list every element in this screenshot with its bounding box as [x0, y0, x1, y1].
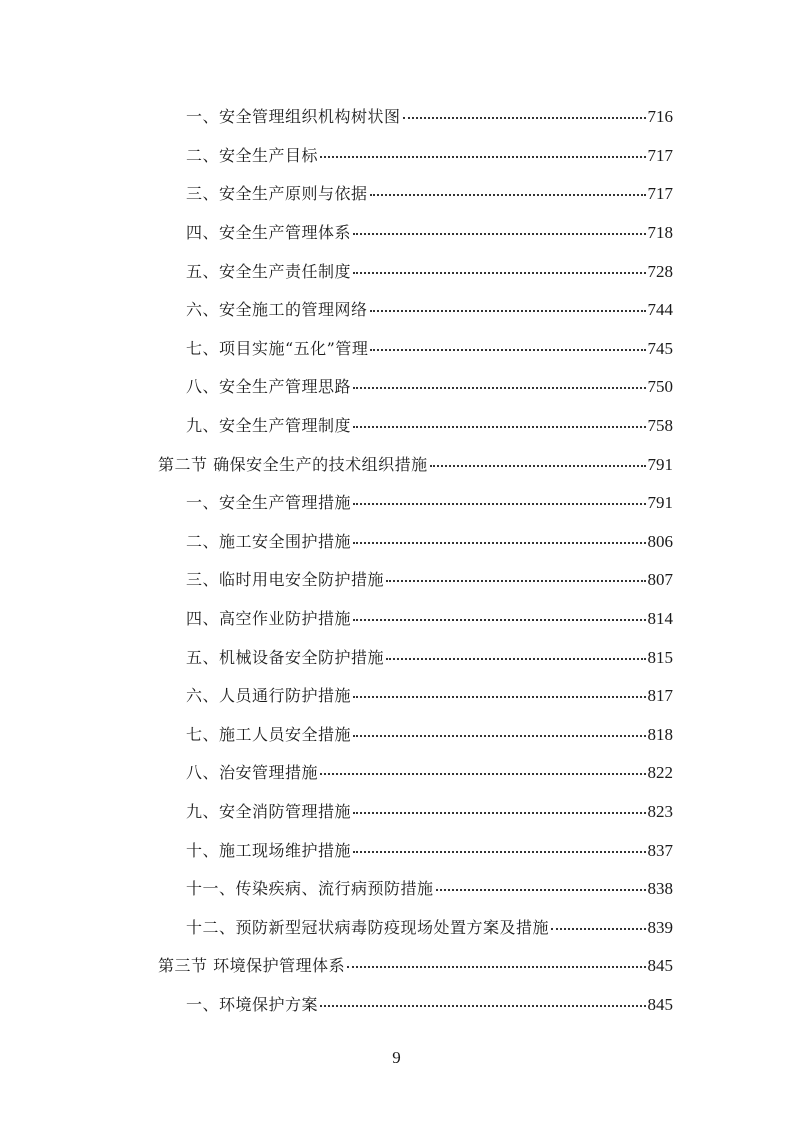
- toc-entry[interactable]: [0, 175, 793, 214]
- toc-entry[interactable]: [0, 214, 793, 253]
- toc-entry[interactable]: [0, 137, 793, 176]
- dot-leader: [386, 658, 645, 660]
- toc-entry[interactable]: [0, 638, 793, 677]
- dot-leader: [320, 773, 645, 775]
- dot-leader: [347, 966, 645, 968]
- toc-entry-page-number: 837: [647, 840, 673, 860]
- toc-entry-page-number: 745: [647, 338, 673, 358]
- toc-entry-title: 十二、预防新型冠状病毒防疫现场处置方案及措施: [186, 917, 550, 937]
- toc-entry-content: [186, 763, 673, 783]
- toc-entry-page-number: 839: [647, 917, 673, 937]
- toc-entry-title: 九、安全生产管理制度: [186, 416, 352, 436]
- toc-entry[interactable]: [0, 484, 793, 523]
- toc-entry-page-number: 728: [647, 261, 673, 281]
- toc-entry[interactable]: [0, 252, 793, 291]
- toc-entry[interactable]: [0, 561, 793, 600]
- toc-entry-title: 七、施工人员安全措施: [186, 724, 352, 744]
- toc-entry-title: 六、人员通行防护措施: [186, 686, 352, 706]
- toc-entry[interactable]: [0, 908, 793, 947]
- toc-entry-page-number: 814: [647, 609, 673, 629]
- toc-entry-page-number: 815: [647, 647, 673, 667]
- toc-entry[interactable]: [0, 523, 793, 562]
- dot-leader: [551, 928, 645, 930]
- toc-entry-page-number: 717: [647, 145, 673, 165]
- dot-leader: [353, 696, 645, 698]
- toc-entry-content: [158, 455, 673, 475]
- toc-entry-title: 四、安全生产管理体系: [186, 223, 352, 243]
- dot-leader: [353, 812, 645, 814]
- toc-entry[interactable]: [0, 291, 793, 330]
- toc-entry-content: [186, 223, 673, 243]
- dot-leader: [320, 1005, 645, 1007]
- toc-entry-title: 八、安全生产管理思路: [186, 377, 352, 397]
- toc-entry[interactable]: [0, 98, 793, 137]
- toc-entry-title: 二、安全生产目标: [186, 145, 319, 165]
- toc-entry-title: 八、治安管理措施: [186, 763, 319, 783]
- toc-entry-content: [186, 648, 673, 668]
- toc-entry-page-number: 718: [647, 223, 673, 243]
- dot-leader: [436, 889, 646, 891]
- toc-entry[interactable]: [0, 407, 793, 446]
- dot-leader: [370, 349, 645, 351]
- toc-entry[interactable]: [0, 831, 793, 870]
- dot-leader: [353, 851, 645, 853]
- toc-entry-title: 七、项目实施“五化”管理: [186, 338, 369, 358]
- toc-entry-title: 二、施工安全围护措施: [186, 531, 352, 551]
- dot-leader: [353, 387, 645, 389]
- toc-entry-title: 五、安全生产责任制度: [186, 261, 352, 281]
- toc-entry-content: [186, 841, 673, 861]
- toc-entry-content: [158, 956, 673, 976]
- toc-entry-page-number: 845: [647, 956, 673, 976]
- toc-entry-page-number: 716: [647, 107, 673, 127]
- dot-leader: [403, 117, 646, 119]
- toc-entry-title: 一、安全生产管理措施: [186, 493, 352, 513]
- toc-entry-content: [186, 377, 673, 397]
- toc-entry-content: [186, 184, 673, 204]
- toc-entry[interactable]: [0, 754, 793, 793]
- toc-entry-title: 十、施工现场维护措施: [186, 840, 352, 860]
- toc-entry[interactable]: [0, 716, 793, 755]
- toc-entry-page-number: 744: [647, 300, 673, 320]
- toc-entry-title: 第二节 确保安全生产的技术组织措施: [158, 454, 428, 474]
- toc-entry-page-number: 817: [647, 686, 673, 706]
- toc-entry[interactable]: [0, 600, 793, 639]
- dot-leader: [430, 465, 646, 467]
- page-number: 9: [392, 1048, 401, 1067]
- dot-leader: [353, 735, 645, 737]
- toc-entry[interactable]: [0, 870, 793, 909]
- dot-leader: [370, 194, 646, 196]
- toc-entry-content: [186, 262, 673, 282]
- toc-entry-title: 六、安全施工的管理网络: [186, 300, 368, 320]
- toc-entry-title: 五、机械设备安全防护措施: [186, 647, 385, 667]
- toc-entry-page-number: 717: [647, 184, 673, 204]
- toc-entry-title: 第三节 环境保护管理体系: [158, 956, 346, 976]
- dot-leader: [353, 542, 645, 544]
- toc-entry-title: 十一、传染疾病、流行病预防措施: [186, 879, 434, 899]
- toc-entry-page-number: 758: [647, 416, 673, 436]
- toc-entry-page-number: 750: [647, 377, 673, 397]
- toc-entry[interactable]: [0, 793, 793, 832]
- toc-entry-page-number: 838: [647, 879, 673, 899]
- table-of-contents: [0, 98, 793, 1024]
- dot-leader: [353, 503, 645, 505]
- toc-entry-page-number: 845: [647, 994, 673, 1014]
- toc-entry-content: [186, 532, 673, 552]
- toc-entry[interactable]: [0, 330, 793, 369]
- toc-entry-page-number: 823: [647, 801, 673, 821]
- toc-entry[interactable]: [0, 445, 793, 484]
- toc-entry-page-number: 822: [647, 763, 673, 783]
- toc-entry-title: 四、高空作业防护措施: [186, 609, 352, 629]
- toc-entry[interactable]: [0, 368, 793, 407]
- toc-entry-content: [186, 686, 673, 706]
- dot-leader: [353, 272, 645, 274]
- dot-leader: [370, 310, 646, 312]
- toc-entry[interactable]: [0, 677, 793, 716]
- dot-leader: [320, 156, 645, 158]
- toc-entry-content: [186, 570, 673, 590]
- toc-entry-title: 一、安全管理组织机构树状图: [186, 107, 401, 127]
- toc-entry[interactable]: [0, 986, 793, 1025]
- dot-leader: [353, 619, 645, 621]
- toc-entry-title: 三、临时用电安全防护措施: [186, 570, 385, 590]
- toc-entry-page-number: 791: [647, 493, 673, 513]
- toc-entry-title: 一、环境保护方案: [186, 994, 319, 1014]
- dot-leader: [386, 580, 645, 582]
- toc-entry-title: 三、安全生产原则与依据: [186, 184, 368, 204]
- toc-entry-content: [186, 725, 673, 745]
- toc-entry-content: [186, 300, 673, 320]
- dot-leader: [353, 233, 645, 235]
- toc-entry-content: [186, 416, 673, 436]
- toc-entry-page-number: 806: [647, 531, 673, 551]
- toc-entry-content: [186, 995, 673, 1015]
- toc-entry-content: [186, 609, 673, 629]
- toc-entry-page-number: 791: [647, 454, 673, 474]
- toc-entry-page-number: 807: [647, 570, 673, 590]
- toc-entry-title: 九、安全消防管理措施: [186, 801, 352, 821]
- toc-entry-page-number: 818: [647, 724, 673, 744]
- toc-entry[interactable]: [0, 947, 793, 986]
- toc-entry-content: [186, 802, 673, 822]
- toc-entry-content: [186, 493, 673, 513]
- toc-entry-content: [186, 879, 673, 899]
- toc-entry-content: [186, 918, 673, 938]
- toc-entry-content: [186, 339, 673, 359]
- dot-leader: [353, 426, 645, 428]
- toc-entry-content: [186, 146, 673, 166]
- toc-entry-content: [186, 107, 673, 127]
